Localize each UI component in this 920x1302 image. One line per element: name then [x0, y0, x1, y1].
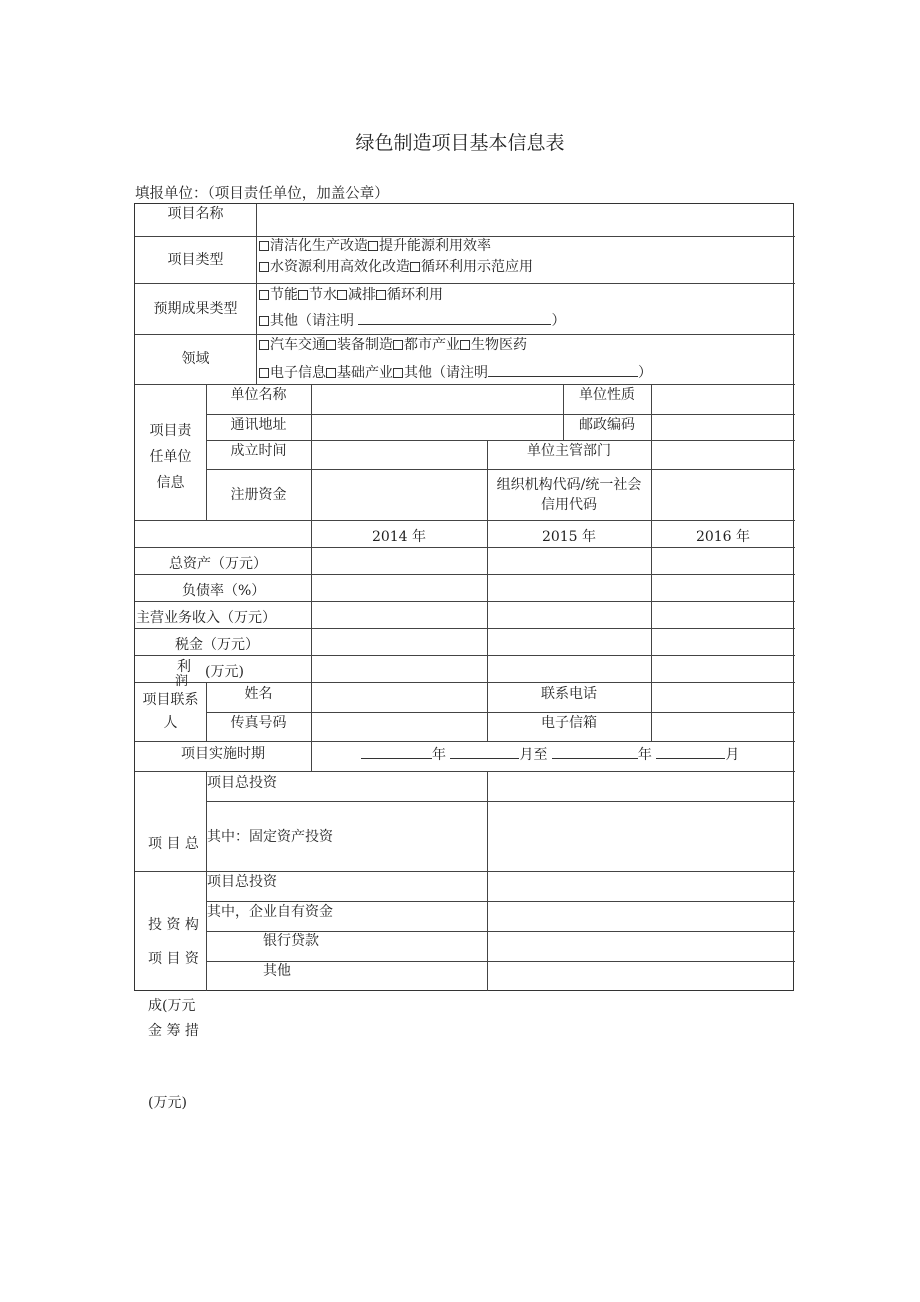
page-title: 绿色制造项目基本信息表	[355, 132, 565, 154]
field-other-blank[interactable]	[488, 362, 638, 377]
expected-other-blank[interactable]	[358, 310, 551, 325]
end-month-blank[interactable]	[656, 744, 725, 759]
period-label: 项目实施时期	[181, 746, 265, 762]
funding-section-label: 项 目 资 金 筹 措 (万元)	[148, 951, 199, 1111]
contact-section-label: 项目联系 人	[142, 692, 199, 731]
unit-name-label: 单位名称	[230, 387, 287, 403]
year-2016: 2016 年	[695, 529, 751, 545]
checkbox[interactable]	[259, 241, 269, 251]
expected-type-label: 预期成果类型	[153, 301, 238, 317]
contact-name-label: 姓名	[244, 686, 273, 702]
checkbox[interactable]	[410, 262, 420, 272]
field-options-line2: 电子信息 基础产业 其他（请注明 ）	[259, 362, 652, 383]
expected-other-line: 其他（请注明 ）	[259, 310, 565, 331]
total-assets-label: 总资产（万元）	[169, 556, 267, 572]
checkbox[interactable]	[298, 290, 308, 300]
tax-label: 税金（万元）	[175, 637, 259, 653]
bank-loan-label: 银行贷款	[263, 933, 319, 949]
funding-total-label: 项目总投资	[207, 874, 277, 890]
checkbox[interactable]	[259, 316, 269, 326]
unit-info-section-label: 项目责 任单位 信息	[149, 423, 192, 491]
org-code-label: 组织机构代码/统一社会 信用代码	[496, 477, 642, 513]
fixed-asset-label: 其中：固定资产投资	[207, 829, 333, 845]
checkbox[interactable]	[259, 290, 269, 300]
investment-section-label: 项 目 总 投 资 构 成(万元	[148, 836, 199, 1014]
project-type-options-line1: 清洁化生产改造 提升能源利用效率	[259, 236, 491, 256]
other-fund-label: 其他	[263, 963, 291, 979]
unit-nature-label: 单位性质	[579, 387, 635, 403]
project-name-label: 项目名称	[167, 206, 224, 222]
checkbox[interactable]	[337, 290, 347, 300]
checkbox[interactable]	[368, 241, 378, 251]
info-form-table	[134, 203, 794, 1111]
period-range: 年 月至 年 月	[361, 744, 739, 765]
year-2015: 2015 年	[541, 529, 597, 545]
address-label: 通讯地址	[230, 417, 287, 433]
checkbox[interactable]	[376, 290, 386, 300]
reporting-unit-line: 填报单位：（项目责任单位，加盖公章）	[135, 186, 389, 202]
project-type-options-line2: 水资源利用高效化改造 循环利用示范应用	[259, 257, 533, 277]
checkbox[interactable]	[393, 340, 403, 350]
profit-unit-label: (万元)	[205, 664, 244, 680]
end-year-blank[interactable]	[552, 744, 638, 759]
start-month-blank[interactable]	[450, 744, 519, 759]
email-label: 电子信箱	[541, 715, 597, 731]
postcode-label: 邮政编码	[579, 417, 635, 433]
established-label: 成立时间	[230, 443, 287, 459]
start-year-blank[interactable]	[361, 744, 432, 759]
checkbox[interactable]	[460, 340, 470, 350]
revenue-label: 主营业务收入（万元）	[136, 610, 276, 626]
expected-options-line1: 节能 节水 减排 循环利用	[259, 285, 443, 305]
fax-label: 传真号码	[230, 715, 287, 731]
checkbox[interactable]	[259, 262, 269, 272]
checkbox[interactable]	[326, 368, 336, 378]
checkbox[interactable]	[393, 368, 403, 378]
supervisor-label: 单位主管部门	[527, 443, 611, 459]
contact-phone-label: 联系电话	[541, 686, 597, 702]
debt-ratio-label: 负债率（%）	[182, 583, 266, 599]
profit-label-clipped: 润	[175, 674, 189, 689]
self-fund-label: 其中，企业自有资金	[207, 904, 333, 920]
checkbox[interactable]	[326, 340, 336, 350]
checkbox[interactable]	[259, 340, 269, 350]
investment-total-label: 项目总投资	[207, 775, 277, 791]
year-2014: 2014 年	[371, 529, 427, 545]
checkbox[interactable]	[259, 368, 269, 378]
profit-label-char: 利	[177, 659, 191, 675]
capital-label: 注册资金	[230, 487, 287, 503]
field-label: 领域	[181, 351, 210, 367]
field-options-line1: 汽车交通 装备制造 都市产业 生物医药	[259, 335, 527, 355]
project-type-label: 项目类型	[167, 252, 224, 268]
